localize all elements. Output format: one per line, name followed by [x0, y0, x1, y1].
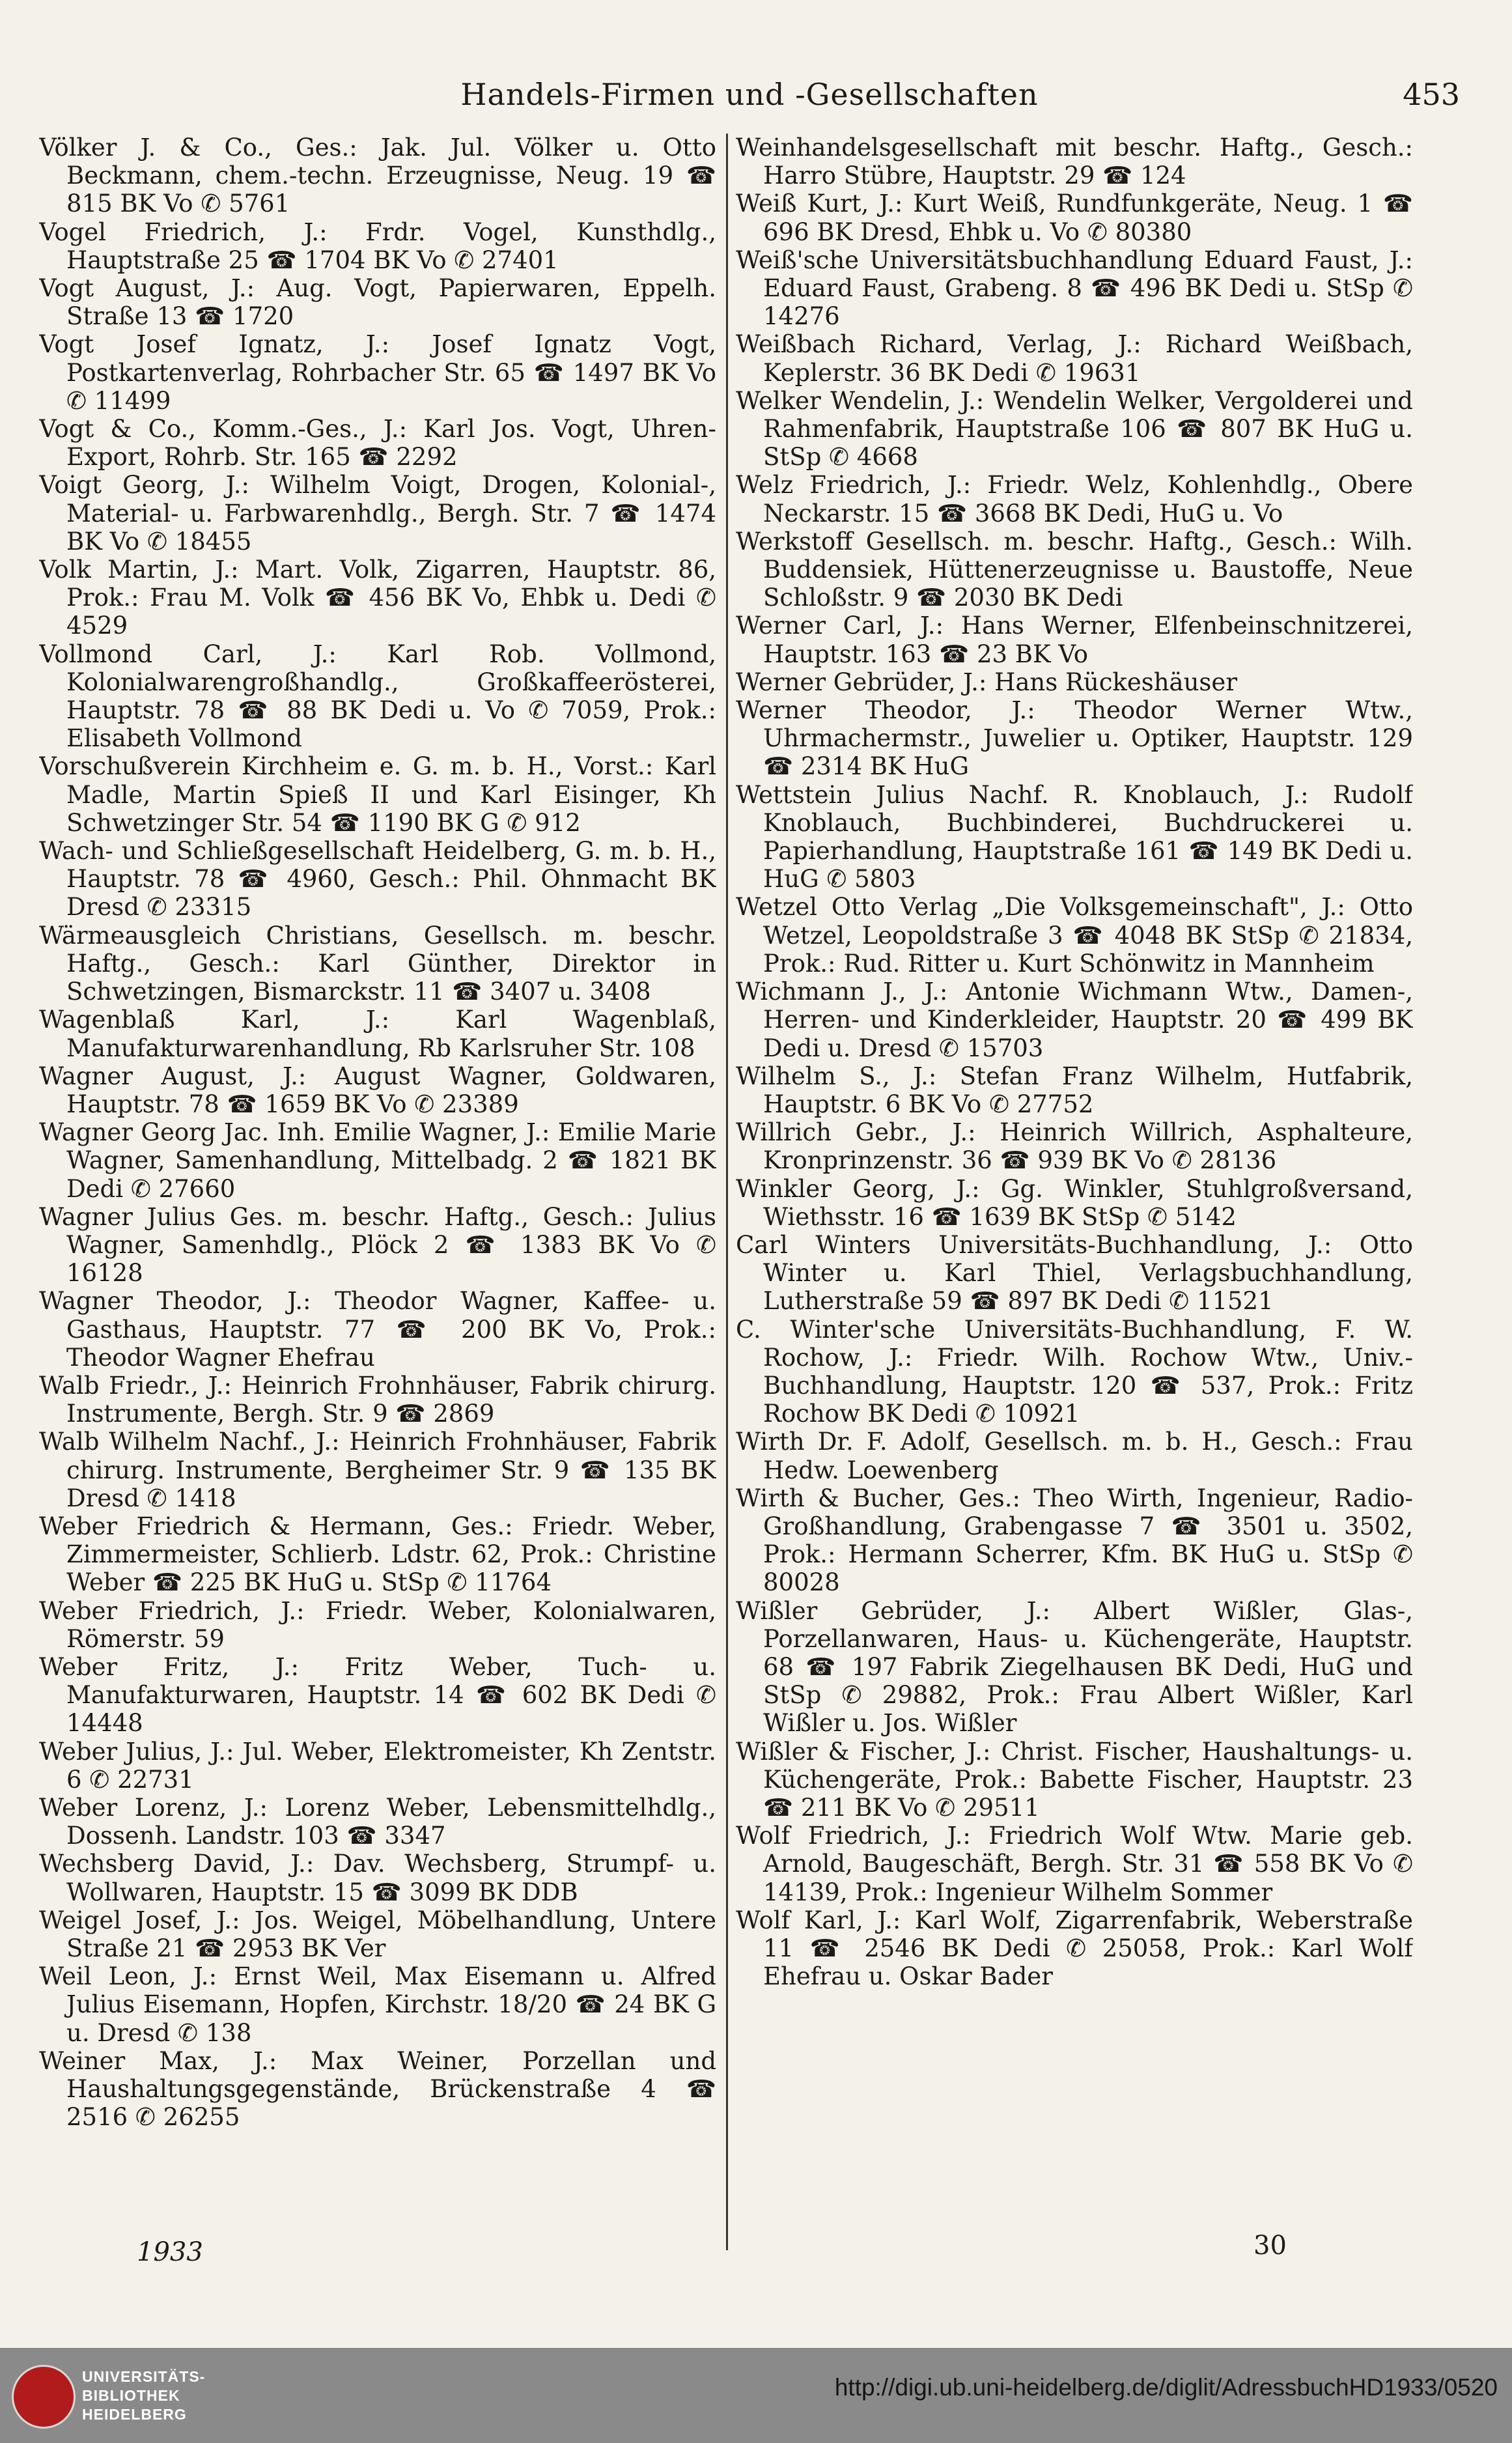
directory-entry: Wach- und Schließgesellschaft Heidelberg, G. m. b. H., Hauptstr. 78 ☎ 4960, Gesch.: Phil. Ohnmacht BK Dresd ✆ 23315 — [39, 837, 716, 922]
directory-entry: Weber Lorenz, J.: Lorenz Weber, Lebensmittelhdlg., Dossenh. Landstr. 103 ☎ 3347 — [39, 1793, 716, 1850]
directory-entry: Werner Theodor, J.: Theodor Werner Wtw., Uhrmachermstr., Juwelier u. Optiker, Hauptstr. 129 ☎ 2314 BK HuG — [736, 696, 1413, 781]
directory-entry: Weigel Josef, J.: Jos. Weigel, Möbelhandlung, Untere Straße 21 ☎ 2953 BK Ver — [39, 1906, 716, 1962]
directory-entry: Vogt & Co., Komm.-Ges., J.: Karl Jos. Vogt, Uhren-Export, Rohrb. Str. 165 ☎ 2292 — [39, 415, 716, 472]
footer-year: 1933 — [137, 2237, 203, 2267]
directory-entry: Wilhelm S., J.: Stefan Franz Wilhelm, Hutfabrik, Hauptstr. 6 BK Vo ✆ 27752 — [736, 1062, 1413, 1118]
directory-entry: Willrich Gebr., J.: Heinrich Willrich, Asphalteure, Kronprinzenstr. 36 ☎ 939 BK Vo ✆ 28136 — [736, 1118, 1413, 1175]
directory-entry: Wagner Georg Jac. Inh. Emilie Wagner, J.: Emilie Marie Wagner, Samenhandlung, Mittelbadg. 2 ☎ 1821 BK Dedi ✆ 27660 — [39, 1118, 716, 1203]
directory-entry: Weil Leon, J.: Ernst Weil, Max Eisemann u. Alfred Julius Eisemann, Hopfen, Kirchstr. 18/20 ☎ 24 BK G u. Dresd ✆ 138 — [39, 1962, 716, 2047]
logo-line: UNIVERSITÄTS- — [82, 2368, 206, 2385]
directory-entry: Wagner Theodor, J.: Theodor Wagner, Kaffee- u. Gasthaus, Hauptstr. 77 ☎ 200 BK Vo, Prok.: Theodor Wagner Ehefrau — [39, 1287, 716, 1372]
university-seal-icon — [12, 2365, 76, 2429]
page-header — [39, 77, 1460, 122]
directory-entry: Vogt August, J.: Aug. Vogt, Papierwaren, Eppelh. Straße 13 ☎ 1720 — [39, 274, 716, 331]
directory-entry: Vollmond Carl, J.: Karl Rob. Vollmond, Kolonialwarengroßhandlg., Großkaffeerösterei, Hauptstr. 78 ☎ 88 BK Dedi u. Vo ✆ 7059, Prok.: Elisabeth Vollmond — [39, 640, 716, 753]
running-title: Handels-Firmen und -Gesellschaften — [460, 77, 1039, 112]
directory-entry: Wißler & Fischer, J.: Christ. Fischer, Haushaltungs- u. Küchengeräte, Prok.: Babette Fischer, Hauptstr. 23 ☎ 211 BK Vo ✆ 29511 — [736, 1737, 1413, 1822]
directory-entry: Wetzel Otto Verlag „Die Volksgemeinschaft", J.: Otto Wetzel, Leopoldstraße 3 ☎ 4048 BK StSp ✆ 21834, Prok.: Rud. Ritter u. Kurt Schönwitz in Mannheim — [736, 893, 1413, 978]
directory-entry: Wärmeausgleich Christians, Gesellsch. m. beschr. Haftg., Gesch.: Karl Günther, Direktor in Schwetzingen, Bismarckstr. 11 ☎ 3407 u. 3408 — [39, 921, 716, 1006]
footer-sheet-number: 30 — [1253, 2231, 1287, 2261]
directory-entry: Weber Friedrich & Hermann, Ges.: Friedr. Weber, Zimmermeister, Schlierb. Ldstr. 62, Prok.: Christine Weber ☎ 225 BK HuG u. StSp ✆ 11764 — [39, 1512, 716, 1597]
directory-entry: Wolf Friedrich, J.: Friedrich Wolf Wtw. Marie geb. Arnold, Baugeschäft, Bergh. Str. 31 ☎ 558 BK Vo ✆ 14139, Prok.: Ingenieur Wilhelm Sommer — [736, 1822, 1413, 1906]
directory-entry: Weißbach Richard, Verlag, J.: Richard Weißbach, Keplerstr. 36 BK Dedi ✆ 19631 — [736, 330, 1413, 387]
directory-entry: Wagenblaß Karl, J.: Karl Wagenblaß, Manufakturwarenhandlung, Rb Karlsruher Str. 108 — [39, 1006, 716, 1062]
directory-entry: Wagner Julius Ges. m. beschr. Haftg., Gesch.: Julius Wagner, Samenhdlg., Plöck 2 ☎ 1383 BK Vo ✆ 16128 — [39, 1202, 716, 1288]
directory-entry: Welker Wendelin, J.: Wendelin Welker, Vergolderei und Rahmenfabrik, Hauptstraße 106 ☎ 807 BK HuG u. StSp ✆ 4668 — [736, 386, 1413, 472]
directory-entry: Weiß Kurt, J.: Kurt Weiß, Rundfunkgeräte, Neug. 1 ☎ 696 BK Dresd, Ehbk u. Vo ✆ 80380 — [736, 190, 1413, 246]
directory-entry: Werkstoff Gesellsch. m. beschr. Haftg., Gesch.: Wilh. Buddensiek, Hüttenerzeugnisse u. Baustoffe, Neue Schloßstr. 9 ☎ 2030 BK Dedi — [736, 527, 1413, 612]
directory-entry: Wißler Gebrüder, J.: Albert Wißler, Glas-, Porzellanwaren, Haus- u. Küchengeräte, Hauptstr. 68 ☎ 197 Fabrik Ziegelhausen BK Dedi, HuG und StSp ✆ 29882, Prok.: Frau Albert Wißler, Karl Wißler u. Jos. Wißler — [736, 1596, 1413, 1738]
directory-entry: Wirth & Bucher, Ges.: Theo Wirth, Ingenieur, Radio-Großhandlung, Grabengasse 7 ☎ 3501 u. 3502, Prok.: Hermann Scherrer, Kfm. BK HuG u. StSp ✆ 80028 — [736, 1484, 1413, 1597]
logo-line: HEIDELBERG — [82, 2406, 187, 2423]
directory-entry: Wechsberg David, J.: Dav. Wechsberg, Strumpf- u. Wollwaren, Hauptstr. 15 ☎ 3099 BK DDB — [39, 1850, 716, 1906]
directory-entry: Wagner August, J.: August Wagner, Goldwaren, Hauptstr. 78 ☎ 1659 BK Vo ✆ 23389 — [39, 1062, 716, 1118]
directory-entry: Werner Gebrüder, J.: Hans Rückeshäuser — [736, 668, 1238, 696]
directory-entry: Vorschußverein Kirchheim e. G. m. b. H., Vorst.: Karl Madle, Martin Spieß II und Karl Eisinger, Kh Schwetzinger Str. 54 ☎ 1190 BK G ✆ 912 — [39, 752, 716, 837]
directory-entry: Werner Carl, J.: Hans Werner, Elfenbeinschnitzerei, Hauptstr. 163 ☎ 23 BK Vo — [736, 612, 1413, 668]
library-logo[interactable] — [12, 2365, 227, 2427]
page-number: 453 — [1403, 77, 1460, 112]
directory-entry: Weber Julius, J.: Jul. Weber, Elektromeister, Kh Zentstr. 6 ✆ 22731 — [39, 1737, 716, 1794]
directory-entry: Wolf Karl, J.: Karl Wolf, Zigarrenfabrik, Weberstraße 11 ☎ 2546 BK Dedi ✆ 25058, Prok.: Karl Wolf Ehefrau u. Oskar Bader — [736, 1906, 1413, 1991]
directory-entry: Wettstein Julius Nachf. R. Knoblauch, J.: Rudolf Knoblauch, Buchbinderei, Buchdruckerei u. Papierhandlung, Hauptstraße 161 ☎ 149 BK Dedi u. HuG ✆ 5803 — [736, 780, 1413, 894]
directory-entry: Weiß'sche Universitätsbuchhandlung Eduard Faust, J.: Eduard Faust, Grabeng. 8 ☎ 496 BK Dedi u. StSp ✆ 14276 — [736, 246, 1413, 331]
directory-entry: Weber Friedrich, J.: Friedr. Weber, Kolonialwaren, Römerstr. 59 — [39, 1596, 716, 1653]
directory-entry: Walb Friedr., J.: Heinrich Frohnhäuser, Fabrik chirurg. Instrumente, Bergh. Str. 9 ☎ 2869 — [39, 1371, 716, 1428]
directory-entry: Weber Fritz, J.: Fritz Weber, Tuch- u. Manufakturwaren, Hauptstr. 14 ☎ 602 BK Dedi ✆ 14448 — [39, 1652, 716, 1738]
logo-line: BIBLIOTHEK — [82, 2387, 180, 2404]
directory-entry: Wirth Dr. F. Adolf, Gesellsch. m. b. H., Gesch.: Frau Hedw. Loewenberg — [736, 1428, 1413, 1484]
directory-entry: Vogt Josef Ignatz, J.: Josef Ignatz Vogt, Postkartenverlag, Rohrbacher Str. 65 ☎ 1497 BK Vo ✆ 11499 — [39, 330, 716, 415]
directory-entry: Voigt Georg, J.: Wilhelm Voigt, Drogen, Kolonial-, Material- u. Farbwarenhdlg., Bergh. Str. 7 ☎ 1474 BK Vo ✆ 18455 — [39, 471, 716, 556]
directory-columns — [39, 134, 1413, 2276]
directory-entry: Walb Wilhelm Nachf., J.: Heinrich Frohnhäuser, Fabrik chirurg. Instrumente, Bergheimer Str. 9 ☎ 135 BK Dresd ✆ 1418 — [39, 1428, 716, 1512]
directory-entry: Wichmann J., J.: Antonie Wichmann Wtw., Damen-, Herren- und Kinderkleider, Hauptstr. 20 ☎ 499 BK Dedi u. Dresd ✆ 15703 — [736, 978, 1413, 1062]
left-column — [39, 134, 716, 2276]
right-column — [736, 134, 1413, 2276]
directory-entry: Vogel Friedrich, J.: Frdr. Vogel, Kunsthdlg., Hauptstraße 25 ☎ 1704 BK Vo ✆ 27401 — [39, 218, 716, 274]
directory-entry: C. Winter'sche Universitäts-Buchhandlung, F. W. Rochow, J.: Friedr. Wilh. Rochow Wtw., Univ.-Buchhandlung, Hauptstr. 120 ☎ 537, Prok.: Fritz Rochow BK Dedi ✆ 10921 — [736, 1315, 1413, 1428]
viewer-footer-bar — [0, 2348, 1512, 2443]
source-url-link[interactable]: http://digi.ub.uni-heidelberg.de/diglit/AdressbuchHD1933/0520 — [834, 2374, 1498, 2401]
library-logo-text — [82, 2367, 205, 2424]
directory-entry: Carl Winters Universitäts-Buchhandlung, J.: Otto Winter u. Karl Thiel, Verlagsbuchhandlung, Lutherstraße 59 ☎ 897 BK Dedi ✆ 11521 — [736, 1230, 1413, 1316]
directory-entry: Weinhandelsgesellschaft mit beschr. Haftg., Gesch.: Harro Stübre, Hauptstr. 29 ☎ 124 — [736, 134, 1413, 190]
directory-entry: Weiner Max, J.: Max Weiner, Porzellan und Haushaltungsgegenstände, Brückenstraße 4 ☎ 2516 ✆ 26255 — [39, 2046, 716, 2132]
directory-entry: Volk Martin, J.: Mart. Volk, Zigarren, Hauptstr. 86, Prok.: Frau M. Volk ☎ 456 BK Vo, Ehbk u. Dedi ✆ 4529 — [39, 556, 716, 640]
directory-entry: Welz Friedrich, J.: Friedr. Welz, Kohlenhdlg., Obere Neckarstr. 15 ☎ 3668 BK Dedi, HuG u. Vo — [736, 471, 1413, 528]
directory-entry: Winkler Georg, J.: Gg. Winkler, Stuhlgroßversand, Wiethsstr. 16 ☎ 1639 BK StSp ✆ 5142 — [736, 1174, 1413, 1231]
directory-entry: Völker J. & Co., Ges.: Jak. Jul. Völker u. Otto Beckmann, chem.-techn. Erzeugnisse, Neug. 19 ☎ 815 BK Vo ✆ 5761 — [39, 134, 716, 218]
